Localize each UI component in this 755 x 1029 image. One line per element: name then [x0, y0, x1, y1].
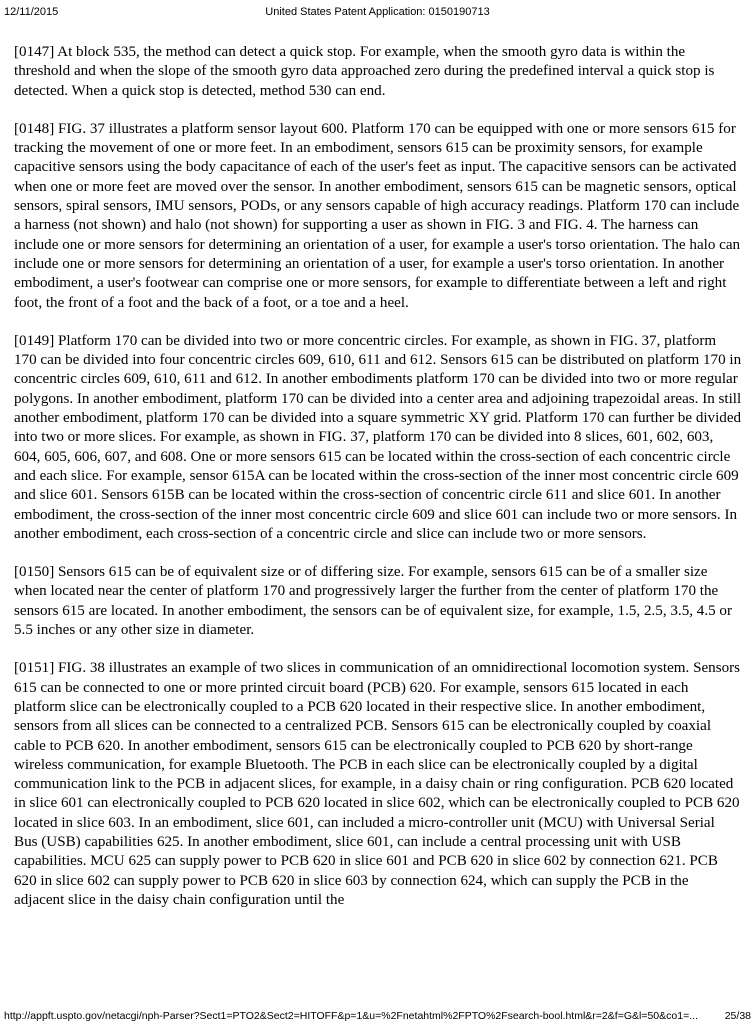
patent-text-body — [14, 43, 742, 929]
print-footer — [0, 1008, 755, 1024]
print-date: 12/11/2015 — [4, 6, 59, 18]
page-number: 25/38 — [724, 1010, 751, 1022]
paragraph-0150: [0150] Sensors 615 can be of equivalent size or of differing size. For example, sensors 615 can be of a smaller size when located near the center of platform 170 and progressively larger the further from the center of platform 170 the sensors 615 are located. In another embodiment, the sensors can be of equivalent size, for example, 1.5, 2.5, 3.5, 4.5 or 5.5 inches or any other size in diameter. — [14, 564, 732, 639]
paragraph-0148: [0148] FIG. 37 illustrates a platform sensor layout 600. Platform 170 can be equipped with one or more sensors 615 for tracking the movement of one or more feet. In an embodiment, sensors 615 can be proximity sensors, for example capacitive sensors using the body capacitance of each of the user's feet as input. The capacitive sensors can be activated when one or more feet are moved over the sensor. In another embodiment, sensors 615 can be magnetic sensors, optical sensors, spiral sensors, IMU sensors, PODs, or any sensors capable of high accuracy readings. Platform 170 can include a harness (not shown) and halo (not shown) for supporting a user as shown in FIG. 3 and FIG. 4. The harness can include one or more sensors for determining an orientation of a user, for example a user's torso orientation. The halo can include one or more sensors for determining an orientation of a user, for example a user's torso orientation. In another embodiment, a user's footwear can comprise one or more sensors, for example to differentiate between a left and right foot, the front of a foot and the back of a foot, or a toe and a heel. — [14, 120, 741, 311]
paragraph-0151: [0151] FIG. 38 illustrates an example of two slices in communication of an omnidirectional locomotion system. Sensors 615 can be connected to one or more printed circuit board (PCB) 620. For example, sensors 615 located in each platform slice can be electronically coupled to a PCB 620 located in their respective slice. In another embodiment, sensors from all slices can be connected to a centralized PCB. Sensors 615 can be electronically coupled by coaxial cable to PCB 620. In another embodiment, sensors 615 can be electronically coupled to PCB 620 by short-range wireless communication, for example Bluetooth. The PCB in each slice can be electronically coupled by a digital communication link to the PCB in adjacent slices, for example, in a daisy chain or ring configuration. PCB 620 located in slice 601 can electronically coupled to PCB 620 located in slice 602, which can be electronically coupled to PCB 620 located in slice 603. In an embodiment, slice 601, can included a micro-controller unit (MCU) with Universal Serial Bus (USB) capabilities 625. In another embodiment, slice 601, can include a central processing unit with USB capabilities. MCU 625 can supply power to PCB 620 in slice 601 and PCB 620 in slice 602 by connection 621. PCB 620 in slice 602 can supply power to PCB 620 in slice 603 by connection 624, which can supply the PCB in the adjacent slice in the daisy chain configuration until the — [14, 660, 741, 908]
source-url: http://appft.uspto.gov/netacgi/nph-Parser?Sect1=PTO2&Sect2=HITOFF&p=1&u=%2Fnetahtml%2FPTO%2Fsearch-bool.html&r=2&f=G&l=50&co1=... — [4, 1010, 698, 1022]
print-header — [0, 4, 755, 20]
paragraph-0147: [0147] At block 535, the method can detect a quick stop. For example, when the smooth gyro data is within the threshold and when the slope of the smooth gyro data approached zero during the predefined interval a quick stop is detected. When a quick stop is detected, method 530 can end. — [14, 44, 715, 99]
paragraph-0149: [0149] Platform 170 can be divided into two or more concentric circles. For example, as shown in FIG. 37, platform 170 can be divided into four concentric circles 609, 610, 611 and 612. Sensors 615 can be distributed on platform 170 in concentric circles 609, 610, 611 and 612. In another embodiments platform 170 can be divided into two or more regular polygons. In another embodiment, platform 170 can be divided into a center area and adjoining trapezoidal areas. In still another embodiment, platform 170 can be divided into a square symmetric XY grid. Platform 170 can further be divided into two or more slices. For example, as shown in FIG. 37, platform 170 can be divided into 8 slices, 601, 602, 603, 604, 605, 606, 607, and 608. One or more sensors 615 can be located within the cross-section of each concentric circle and each slice. For example, sensor 615A can be located within the cross-section of the inner most concentric circle 609 and slice 601. Sensors 615B can be located within the cross-section of concentric circle 611 and slice 601. In another embodiment, the cross-section of the inner most concentric circle 609 and slice 601 can include two or more sensors. In another embodiment, each cross-section of a concentric circle and slice can include two or more sensors. — [14, 332, 742, 542]
document-title: United States Patent Application: 0150190713 — [265, 6, 490, 18]
